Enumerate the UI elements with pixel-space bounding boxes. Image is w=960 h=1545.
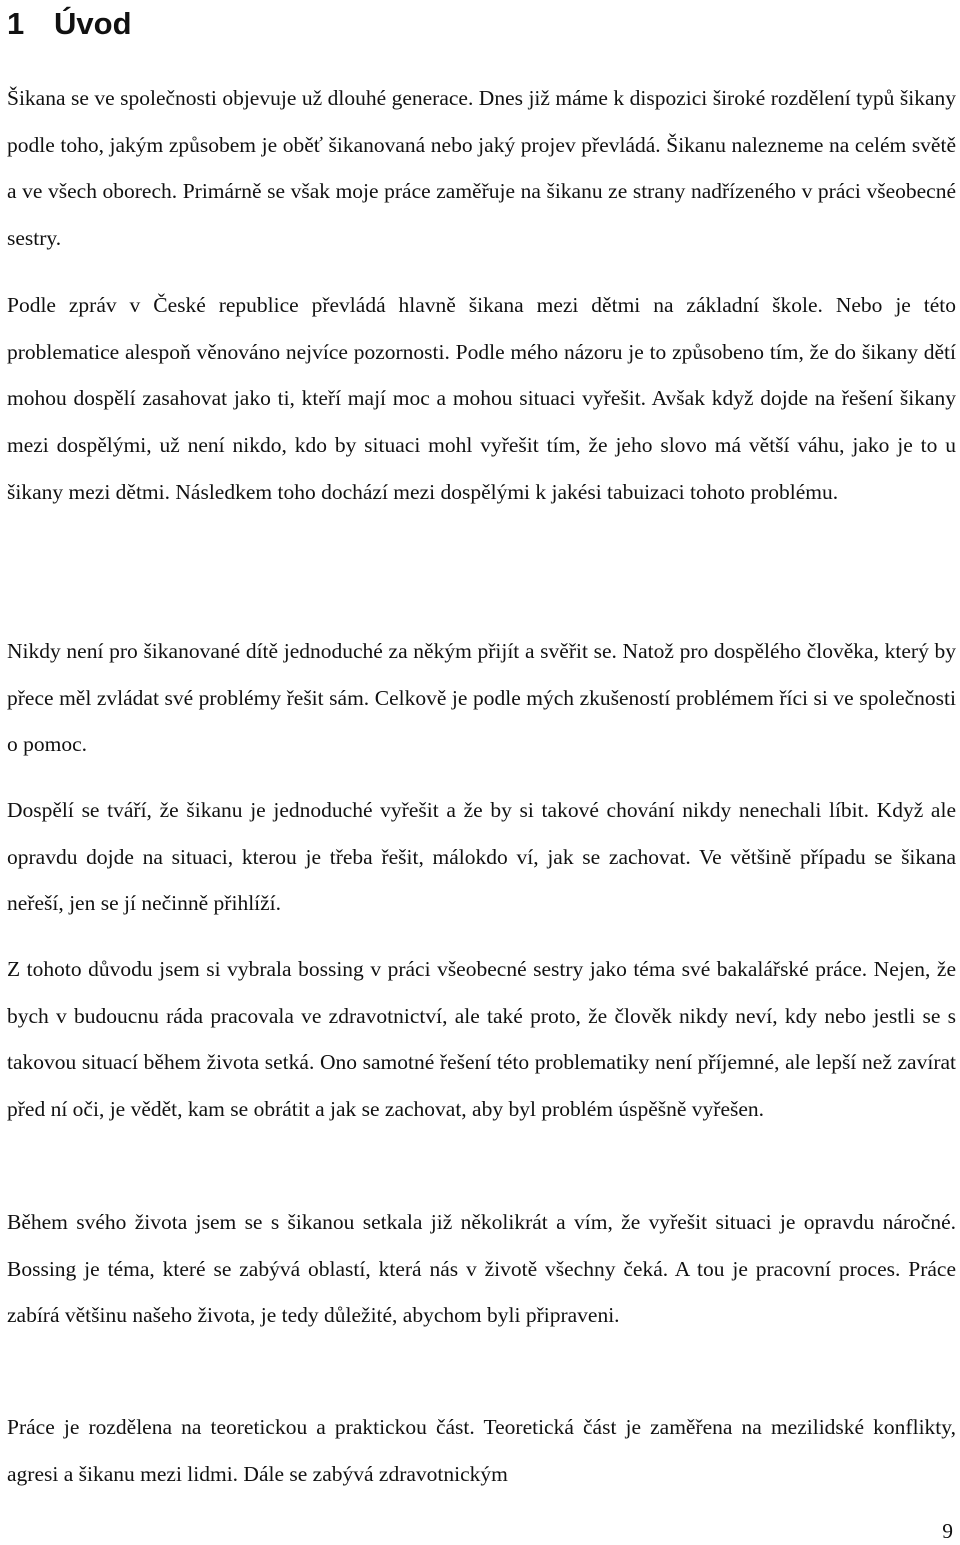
paragraph-3: Nikdy není pro šikanované dítě jednoduché za někým přijít a svěřit se. Natož pro dospělého člověka, který by přece měl zvládat své problémy řešit sám. Celkově je podle mých zkušeností problémem říci si ve společnosti o pomoc. xyxy=(7,639,956,757)
paragraph-1: Šikana se ve společnosti objevuje už dlouhé generace. Dnes již máme k dispozici široké rozdělení typů šikany podle toho, jakým způsobem je oběť šikanovaná nebo jaký projev převládá. Šikanu nalezneme na celém světě a ve všech oborech. Primárně se však moje práce zaměřuje na šikanu ze strany nadřízeného v práci všeobecné sestry. xyxy=(7,86,956,251)
chapter-title: Úvod xyxy=(54,6,132,41)
paragraph-6: Během svého života jsem se s šikanou setkala již několikrát a vím, že vyřešit situaci je opravdu náročné. Bossing je téma, které se zabývá oblastí, která nás v životě všechny čeká. A tou je pracovní proces. Práce zabírá většinu našeho života, je tedy důležité, abychom byli připraveni. xyxy=(7,1210,956,1328)
chapter-number: 1 xyxy=(7,6,25,41)
paragraph-4: Dospělí se tváří, že šikanu je jednoduché vyřešit a že by si takové chování nikdy nenechali líbit. Když ale opravdu dojde na situaci, kterou je třeba řešit, málokdo ví, jak se zachovat. Ve většině případu se šikana neřeší, jen se jí nečinně přihlíží. xyxy=(7,798,956,916)
page-number: 9 xyxy=(942,1519,953,1543)
chapter-heading xyxy=(7,2,132,46)
paragraph-5: Z tohoto důvodu jsem si vybrala bossing v práci všeobecné sestry jako téma své bakalářské práce. Nejen, že bych v budoucnu ráda pracovala ve zdravotnictví, ale také proto, že člověk nikdy neví, kdy nebo jestli se s takovou situací během života setká. Ono samotné řešení této problematiky není příjemné, ale lepší než zavírat před ní oči, je vědět, kam se obrátit a jak se zachovat, aby byl problém úspěšně vyřešen. xyxy=(7,957,956,1122)
paragraph-7: Práce je rozdělena na teoretickou a praktickou část. Teoretická část je zaměřena na mezilidské konflikty, agresi a šikanu mezi lidmi. Dále se zabývá zdravotnickým xyxy=(7,1415,956,1486)
paragraph-2: Podle zpráv v České republice převládá hlavně šikana mezi dětmi na základní škole. Nebo je této problematice alespoň věnováno nejvíce pozornosti. Podle mého názoru je to způsobeno tím, že do šikany dětí mohou dospělí zasahovat jako ti, kteří mají moc a mohou situaci vyřešit. Avšak když dojde na řešení šikany mezi dospělými, už není nikdo, kdo by situaci mohl vyřešit tím, že jeho slovo má větší váhu, jako je to u šikany mezi dětmi. Následkem toho dochází mezi dospělými k jakési tabuizaci tohoto problému. xyxy=(7,293,956,504)
